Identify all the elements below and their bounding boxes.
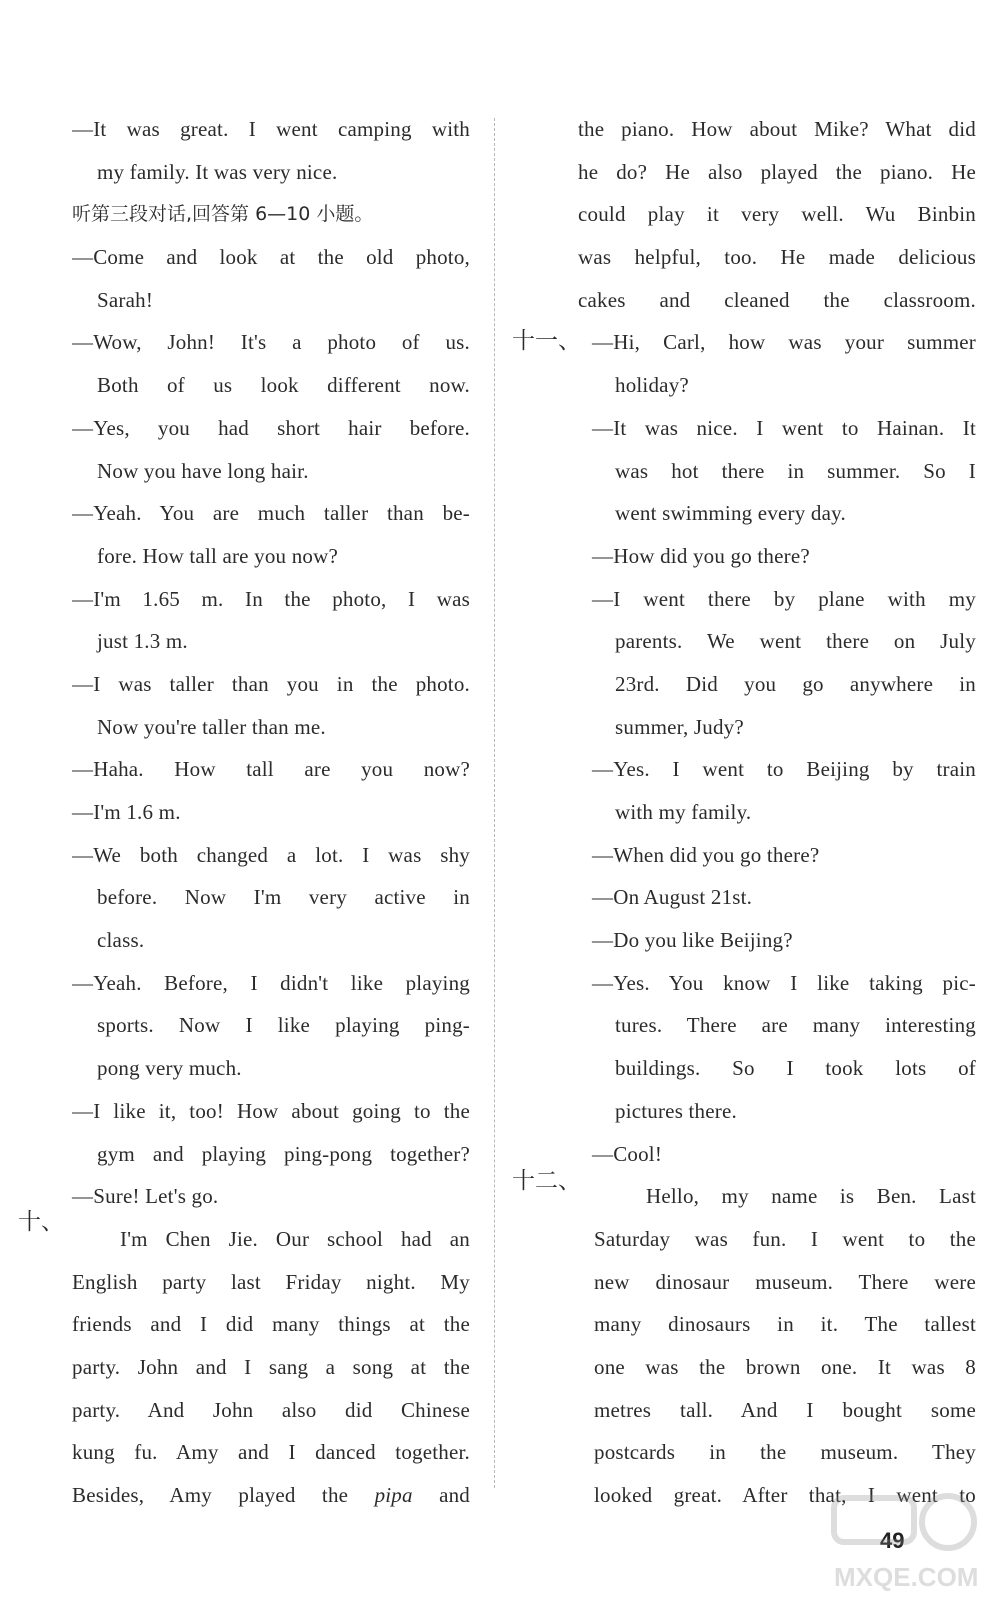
left-text-line: before. Now I'm very active in	[97, 885, 470, 910]
page-number: 49	[880, 1528, 905, 1553]
right-text-line: could play it very well. Wu Binbin	[578, 202, 976, 227]
left-text-line: kung fu. Amy and I danced together.	[72, 1440, 470, 1465]
right-text-line: —Yes. You know I like taking pic-	[592, 970, 976, 995]
watermark-text: MXQE.COM	[834, 1562, 979, 1592]
right-text-line: many dinosaurs in it. The tallest	[594, 1312, 976, 1337]
left-text-line: —Sure! Let's go.	[72, 1184, 219, 1209]
left-text-line: —I'm 1.6 m.	[72, 800, 181, 824]
right-text-line: pictures there.	[615, 1098, 737, 1123]
right-text-line: with my family.	[615, 800, 752, 824]
right-text-line: —Hi, Carl, how was your summer	[592, 330, 976, 355]
right-text-line: parents. We went there on July	[615, 629, 976, 654]
right-text-line: he do? He also played the piano. He	[578, 159, 976, 184]
section-number-twelve: 十二、	[512, 1168, 581, 1194]
left-text-line: —It was great. I went camping with	[72, 117, 470, 141]
right-text-line: went swimming every day.	[615, 501, 846, 526]
left-text-line: pong very much.	[97, 1056, 242, 1081]
right-text-line: Hello, my name is Ben. Last	[646, 1184, 976, 1209]
right-text-line: new dinosaur museum. There were	[594, 1269, 976, 1294]
left-text-line: —Come and look at the old photo,	[72, 245, 470, 270]
right-text-line: postcards in the museum. They	[594, 1440, 976, 1465]
right-text-line: —How did you go there?	[592, 543, 810, 568]
right-text-line: looked great. After that, I went to	[594, 1483, 976, 1507]
right-text-line: the piano. How about Mike? What did	[578, 117, 976, 141]
left-text-line: fore. How tall are you now?	[97, 543, 338, 568]
left-text-line: —I was taller than you in the photo.	[72, 671, 470, 696]
left-text-line: —Yeah. You are much taller than be-	[72, 501, 470, 526]
column-divider	[494, 118, 495, 1488]
right-text-line: buildings. So I took lots of	[615, 1056, 976, 1081]
left-text-line: —Haha. How tall are you now?	[72, 757, 470, 782]
left-text-line: —Wow, John! It's a photo of us.	[72, 330, 470, 355]
left-text-line: sports. Now I like playing ping-	[97, 1013, 470, 1038]
left-text-line: party. John and I sang a song at the	[72, 1354, 470, 1379]
left-text-line: just 1.3 m.	[97, 629, 188, 654]
left-text-line: my family. It was very nice.	[97, 159, 338, 184]
right-column	[578, 108, 976, 1517]
section-number-eleven: 十一、	[512, 328, 581, 354]
right-text-line: —When did you go there?	[592, 842, 820, 867]
right-text-line: —On August 21st.	[592, 885, 753, 910]
left-text-line: 听第三段对话,回答第 6—10 小题。	[72, 203, 374, 226]
left-text-line: party. And John also did Chinese	[72, 1397, 470, 1422]
left-text-line: Sarah!	[97, 287, 154, 312]
right-text-line: one was the brown one. It was 8	[594, 1354, 976, 1379]
right-text-line: —Cool!	[592, 1141, 663, 1166]
right-text-line: —Do you like Beijing?	[592, 928, 793, 953]
left-column	[72, 108, 470, 1517]
left-text-line: Now you have long hair.	[97, 458, 309, 483]
left-text-line: —I like it, too! How about going to the	[72, 1098, 470, 1123]
right-text-line: holiday?	[615, 373, 689, 398]
right-text-line: metres tall. And I bought some	[594, 1397, 976, 1422]
right-text-line: summer, Judy?	[615, 714, 744, 739]
left-text-line: —Yeah. Before, I didn't like playing	[72, 970, 470, 995]
right-text-line: tures. There are many interesting	[615, 1013, 976, 1038]
left-text-line: —We both changed a lot. I was shy	[72, 842, 470, 867]
left-text-line: I'm Chen Jie. Our school had an	[120, 1226, 470, 1251]
right-text-line: —It was nice. I went to Hainan. It	[592, 415, 976, 440]
right-text-line: was helpful, too. He made delicious	[578, 245, 976, 270]
right-text-line: was hot there in summer. So I	[615, 458, 976, 483]
right-text-line: —Yes. I went to Beijing by train	[592, 757, 976, 782]
right-text-line: 23rd. Did you go anywhere in	[615, 671, 976, 696]
left-text-line: English party last Friday night. My	[72, 1269, 470, 1294]
left-text-line: Both of us look different now.	[97, 373, 470, 398]
left-text-line: friends and I did many things at the	[72, 1312, 470, 1337]
left-text-line: gym and playing ping-pong together?	[97, 1141, 470, 1166]
left-text-line: —Yes, you had short hair before.	[72, 415, 470, 440]
left-text-line: Now you're taller than me.	[97, 714, 326, 739]
left-text-line: class.	[97, 928, 145, 953]
watermark-logo	[830, 1490, 990, 1594]
left-text-line: Besides, Amy played the pipa and	[72, 1483, 470, 1507]
left-text-line: —I'm 1.65 m. In the photo, I was	[72, 586, 470, 611]
section-number-ten: 十、	[18, 1209, 64, 1235]
right-text-line: Saturday was fun. I went to the	[594, 1226, 976, 1251]
right-text-line: —I went there by plane with my	[592, 586, 976, 611]
right-text-line: cakes and cleaned the classroom.	[578, 287, 976, 312]
